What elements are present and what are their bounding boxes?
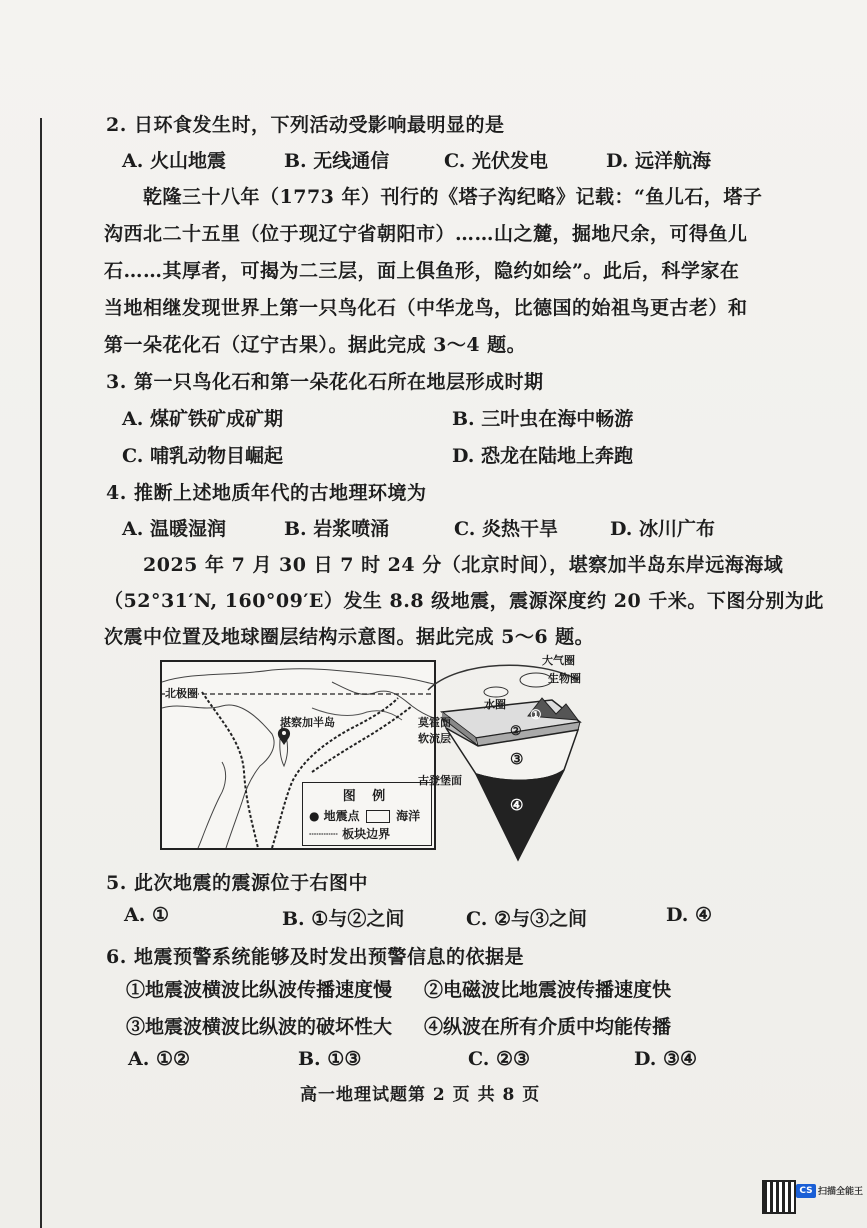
q4-option-b: B. 岩浆喷涌 [284,518,390,540]
q5-option-d: D. ④ [666,904,713,926]
scanner-badge [796,1184,864,1208]
q4-option-d: D. 冰川广布 [610,518,716,540]
biosphere-label: 生物圈 [548,672,581,685]
q5-option-b: B. ①与②之间 [282,908,405,930]
q6-option-b: B. ①③ [298,1048,362,1070]
hydrosphere-label: 水圈 [484,698,506,711]
q3-option-b: B. 三叶虫在海中畅游 [452,408,634,430]
binding-margin-line [40,118,42,1228]
layer-1-marker: ① [530,708,542,723]
earth-layers-diagram [418,650,586,865]
q3-stem: 3. 第一只鸟化石和第一朵花化石所在地层形成时期 [106,371,544,393]
qr-code [762,1180,796,1214]
asthenosphere-label: 软流层 [418,732,451,745]
passage1-line-2: 沟西北二十五里（位于现辽宁省朝阳市）……山之麓，掘地尺余，可得鱼儿 [104,223,748,245]
q6-option-d: D. ③④ [634,1048,698,1070]
scanner-name: 扫描全能王 [818,1187,864,1197]
legend-row-2 [309,825,390,842]
legend-ocean: 海洋 [396,809,421,823]
q3-option-d: D. 恐龙在陆地上奔跑 [452,445,634,467]
legend-epicenter: 地震点 [323,809,360,823]
q6-statement-2: ②电磁波比地震波传播速度快 [424,979,672,1001]
q6-statement-3: ③地震波横波比纵波的破坏性大 [126,1016,393,1038]
q5-option-a: A. ① [124,904,170,926]
passage2-line-3: 次震中位置及地球圈层结构示意图。据此完成 5～6 题。 [104,626,595,648]
q6-stem: 6. 地震预警系统能够及时发出预警信息的依据是 [106,946,524,968]
passage2-line-2: （52°31′N, 160°09′E）发生 8.8 级地震，震源深度约 20 千米。下图分别为此 [104,590,824,612]
dotted-line-icon: ┄┄┄┄ [309,827,338,841]
legend-row-1 [309,807,420,824]
epicenter-icon: ● [309,809,320,823]
q4-option-a: A. 温暖湿润 [122,518,226,540]
scanner-logo: CS [796,1184,816,1198]
q6-option-c: C. ②③ [468,1048,531,1070]
passage2-line-1: 2025 年 7 月 30 日 7 时 24 分（北京时间），堪察加半岛东岸远海海域 [143,554,784,576]
legend-boundary: 板块边界 [342,827,391,841]
q4-option-c: C. 炎热干旱 [454,518,559,540]
gutenberg-label: 古登堡面 [418,774,462,787]
q5-option-c: C. ②与③之间 [466,908,588,930]
q3-option-a: A. 煤矿铁矿成矿期 [122,408,283,430]
q5-stem: 5. 此次地震的震源位于右图中 [106,872,368,894]
kamchatka-label: 堪察加半岛 [280,716,335,729]
q2-option-d: D. 远洋航海 [606,150,712,172]
legend-title: 图 例 [342,789,392,804]
q6-statement-1: ①地震波横波比纵波传播速度慢 [126,979,393,1001]
q6-option-a: A. ①② [128,1048,191,1070]
layer-3-marker: ③ [510,750,524,768]
q4-stem: 4. 推断上述地质年代的古地理环境为 [106,482,427,504]
map-legend [302,782,432,846]
arctic-circle-label: 北极圈 [165,687,198,700]
atmosphere-label: 大气圈 [542,654,575,667]
moho-label: 莫霍面 [418,716,451,729]
q2-option-b: B. 无线通信 [284,150,390,172]
q2-stem: 2. 日环食发生时，下列活动受影响最明显的是 [106,114,505,136]
q2-option-a: A. 火山地震 [122,150,226,172]
page-footer: 高一地理试题第 2 页 共 8 页 [300,1085,541,1105]
epicenter-map [160,660,436,850]
layer-2-marker: ② [510,724,522,739]
ocean-swatch-icon [366,810,390,823]
passage1-line-4: 当地相继发现世界上第一只鸟化石（中华龙鸟，比德国的始祖鸟更古老）和 [104,297,748,319]
layer-4-marker: ④ [510,796,524,814]
passage1-line-1: 乾隆三十八年（1773 年）刊行的《塔子沟纪略》记载：“鱼儿石，塔子 [143,186,763,208]
passage1-line-3: 石……其厚者，可揭为二三层，面上俱鱼形，隐约如绘”。此后，科学家在 [104,260,740,282]
passage1-line-5: 第一朵花化石（辽宁古果）。据此完成 3～4 题。 [104,334,527,356]
q6-statement-4: ④纵波在所有介质中均能传播 [424,1016,672,1038]
q3-option-c: C. 哺乳动物目崛起 [122,445,284,467]
q2-option-c: C. 光伏发电 [444,150,549,172]
